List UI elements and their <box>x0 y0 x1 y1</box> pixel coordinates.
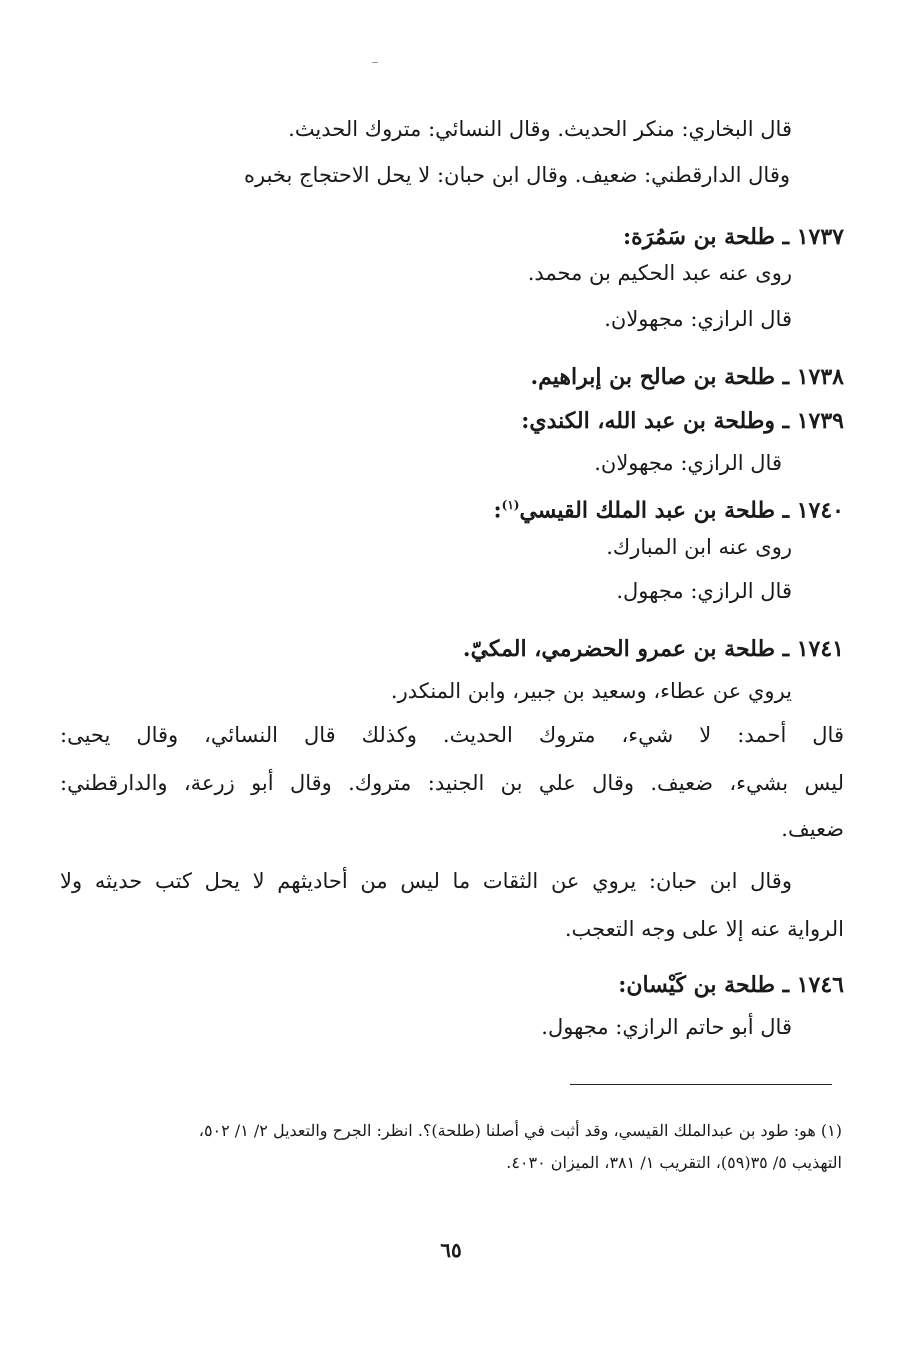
text-line: قال الرازي: مجهول. <box>616 579 792 603</box>
text-line: يروي عن عطاء، وسعيد بن جبير، وابن المنكدر. <box>390 679 792 703</box>
entry-heading: ١٧٣٩ ـ وطلحة بن عبد الله، الكندي: <box>521 408 844 434</box>
text-line: قال البخاري: منكر الحديث. وقال النسائي: متروك الحديث. <box>288 117 792 141</box>
text-line: قال أحمد: لا شيء، متروك الحديث. وكذلك قال النسائي، وقال يحيى: <box>60 723 844 747</box>
entry-heading-colon: : <box>493 497 502 524</box>
footnote-ref: (١) <box>501 498 520 512</box>
text-line: ضعيف. <box>781 817 844 841</box>
scan-speck <box>372 62 378 63</box>
entry-heading: ١٧٤٦ ـ طلحة بن كَيْسان: <box>618 972 844 998</box>
footnote-line: (١) هو: طود بن عبدالملك القيسي، وقد أثبت في أصلنا (طلحة)؟. انظر: الجرح والتعديل ٢/ ١/ ٥٠٢، <box>198 1121 842 1140</box>
entry-heading <box>494 490 845 525</box>
text-line: روى عنه عبد الحكيم بن محمد. <box>527 261 792 285</box>
text-line: قال الرازي: مجهولان. <box>604 307 792 331</box>
text-line: قال أبو حاتم الرازي: مجهول. <box>541 1015 792 1039</box>
footnote-line: التهذيب ٥/ ٣٥(٥٩)، التقريب ١/ ٣٨١، الميزان ٤٠٣٠. <box>506 1153 842 1172</box>
entry-heading: ١٧٣٧ ـ طلحة بن سَمُرَة: <box>623 224 844 250</box>
entry-heading: ١٧٤١ ـ طلحة بن عمرو الحضرمي، المكيّ. <box>462 636 844 662</box>
entry-heading: ١٧٣٨ ـ طلحة بن صالح بن إبراهيم. <box>530 364 844 390</box>
text-line: قال الرازي: مجهولان. <box>594 451 782 475</box>
footnote-divider <box>570 1084 832 1085</box>
text-line: وقال ابن حبان: يروي عن الثقات ما ليس من أحاديثهم لا يحل كتب حديثه ولا <box>60 869 792 893</box>
text-line: ليس بشيء، ضعيف. وقال علي بن الجنيد: متروك. وقال أبو زرعة، والدارقطني: <box>60 771 844 795</box>
text-line: وقال الدارقطني: ضعيف. وقال ابن حبان: لا يحل الاحتجاج بخبره <box>244 163 790 187</box>
text-line: روى عنه ابن المبارك. <box>606 535 792 559</box>
entry-heading-text: ١٧٤٠ ـ طلحة بن عبد الملك القيسي <box>519 497 844 524</box>
text-line: الرواية عنه إلا على وجه التعجب. <box>564 917 844 941</box>
page-number: ٦٥ <box>440 1238 462 1262</box>
